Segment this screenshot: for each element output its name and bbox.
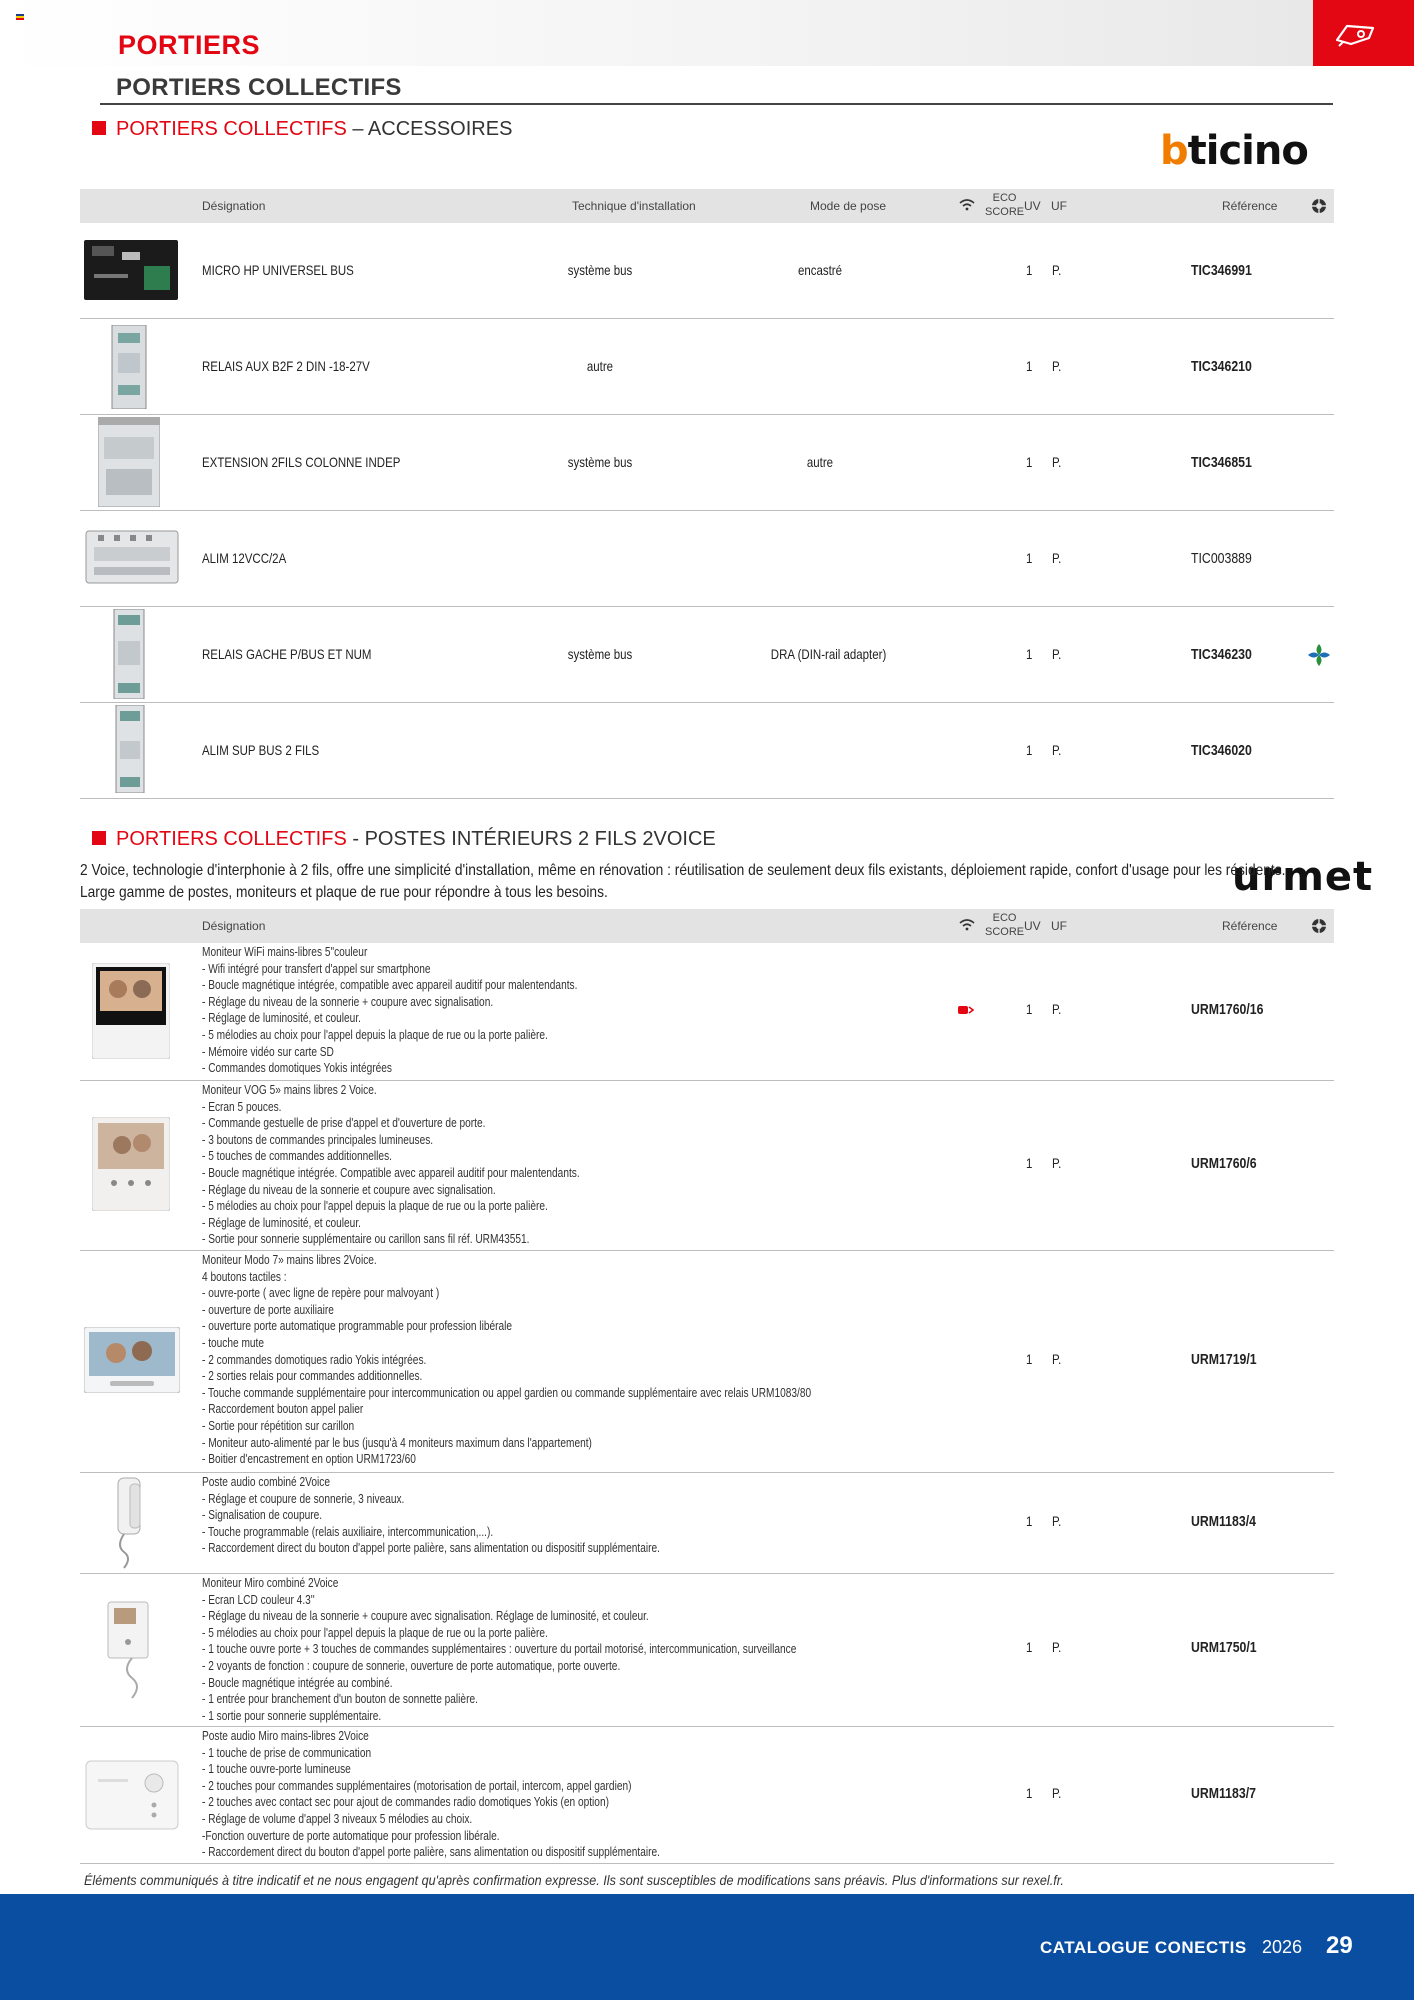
table-row[interactable]	[80, 1574, 1334, 1727]
mode: autre	[806, 454, 834, 470]
uv: 1	[1026, 550, 1033, 566]
col-designation: Désignation	[202, 199, 266, 213]
table-row[interactable]	[80, 415, 1334, 511]
col-eco	[985, 191, 1024, 219]
intro-line: Large gamme de postes, moniteurs et plaque de rue pour répondre à tous les besoins.	[80, 884, 608, 901]
reference: TIC346020	[1191, 742, 1252, 759]
product-description	[202, 1474, 660, 1557]
uf: P.	[1052, 454, 1062, 470]
desc-line: - 5 mélodies au choix pour l'appel depuis la plaque de rue ou la porte palière.	[202, 1198, 548, 1214]
desc-line: - ouverture de porte auxiliaire	[202, 1301, 334, 1317]
desc-line: - 1 touche ouvre-porte lumineuse	[202, 1761, 351, 1777]
table-row[interactable]	[80, 703, 1334, 799]
desc-line: - Boucle magnétique intégrée au combiné.	[202, 1674, 393, 1690]
table-row[interactable]	[80, 1727, 1334, 1864]
uf: P.	[1052, 358, 1062, 374]
desc-line: - 3 boutons de commandes principales lumineuses.	[202, 1131, 434, 1147]
desc-line: - Moniteur auto-alimenté par le bus (jusqu'à 4 moniteurs maximum dans l'appartement)	[202, 1434, 592, 1450]
product-image	[112, 609, 146, 699]
col-eco-line2: SCORE	[985, 926, 1025, 938]
reference: URM1183/7	[1191, 1785, 1256, 1802]
col-eco-line1: ECO	[992, 192, 1017, 204]
desc-line: - 2 touches pour commandes supplémentaires (motorisation de portail, intercom, appel gardien)	[202, 1777, 632, 1793]
desc-line: - ouverture porte automatique programmable pour profession libérale	[202, 1318, 513, 1334]
product-description	[202, 944, 577, 1077]
urmet-logo: urmet	[1232, 854, 1374, 900]
col-designation: Désignation	[202, 919, 266, 933]
desc-line: - 5 mélodies au choix pour l'appel depuis la plaque de rue ou la porte palière.	[202, 1624, 548, 1640]
mode: DRA (DIN-rail adapter)	[770, 646, 887, 662]
bticino-logo-rest: ticino	[1187, 128, 1308, 174]
uv: 1	[1026, 1351, 1033, 1367]
catalogue-year: 2026	[1262, 1937, 1303, 1957]
desc-line: - ouvre-porte ( avec ligne de repère pour malvoyant )	[202, 1285, 440, 1301]
uf: P.	[1052, 1001, 1062, 1017]
desc-line: - Boucle magnétique intégrée, compatible avec appareil auditif pour malentendants.	[202, 977, 578, 993]
section1-suffix: – ACCESSOIRES	[346, 118, 513, 140]
table-row[interactable]	[80, 1473, 1334, 1574]
section-tab	[1313, 0, 1414, 66]
reference: URM1760/16	[1191, 1001, 1264, 1018]
uf: P.	[1052, 1155, 1062, 1171]
wifi-feature-icon	[958, 1005, 974, 1015]
designation: RELAIS GACHE P/BUS ET NUM	[202, 646, 372, 662]
desc-line: - Mémoire vidéo sur carte SD	[202, 1043, 334, 1059]
page-subtitle: PORTIERS COLLECTIFS	[116, 74, 402, 101]
desc-line: - Signalisation de coupure.	[202, 1507, 323, 1523]
desc-line: - 1 touche de prise de communication	[202, 1744, 372, 1760]
section1-prefix: PORTIERS COLLECTIFS	[116, 118, 347, 140]
bullet-square	[92, 121, 106, 135]
uf: P.	[1052, 1351, 1062, 1367]
uf: P.	[1052, 646, 1062, 662]
product-image	[92, 1117, 170, 1211]
desc-line: - Réglage du niveau de la sonnerie + coupure avec signalisation.	[202, 993, 494, 1009]
desc-line: - 5 mélodies au choix pour l'appel depuis la plaque de rue ou la porte palière.	[202, 1026, 548, 1042]
desc-line: - Sortie pour sonnerie supplémentaire ou carillon sans fil réf. URM43551.	[202, 1231, 530, 1247]
bticino-logo-b: b	[1160, 128, 1188, 174]
technique: système bus	[567, 646, 633, 662]
table-row[interactable]	[80, 223, 1334, 319]
desc-line: - Touche commande supplémentaire pour intercommunication ou appel gardien ou commande supplémentaire avec relais URM1083/80	[202, 1384, 812, 1400]
section2-prefix: PORTIERS COLLECTIFS	[116, 828, 347, 850]
table-row[interactable]	[80, 511, 1334, 607]
desc-line: - 1 touche ouvre porte + 3 touches de commandes supplémentaires : ouverture du portail motorisé, intercommunication, surveillance	[202, 1641, 797, 1657]
uv: 1	[1026, 1513, 1033, 1529]
desc-line: - Wifi intégré pour transfert d'appel sur smartphone	[202, 960, 431, 976]
table-row[interactable]	[80, 1081, 1334, 1251]
designation: ALIM 12VCC/2A	[202, 550, 287, 566]
product-image	[110, 1476, 150, 1570]
desc-line: - Raccordement direct du bouton d'appel porte palière, sans alimentation ou dispositif supplémentaire.	[202, 1540, 660, 1556]
desc-line: -Fonction ouverture de porte automatique pour profession libérale.	[202, 1827, 500, 1843]
uf: P.	[1052, 262, 1062, 278]
uf: P.	[1052, 1785, 1062, 1801]
product-image	[84, 1327, 180, 1393]
uv: 1	[1026, 454, 1033, 470]
designation: ALIM SUP BUS 2 FILS	[202, 742, 320, 758]
designation: MICRO HP UNIVERSEL BUS	[202, 262, 354, 278]
desc-line: - 2 commandes domotiques radio Yokis intégrées.	[202, 1351, 427, 1367]
footer	[0, 1894, 1414, 2000]
desc-line: - 1 entrée pour branchement d'un bouton de sonnette palière.	[202, 1691, 478, 1707]
door-phone-icon	[1333, 18, 1377, 48]
desc-line: - Ecran LCD couleur 4.3''	[202, 1591, 315, 1607]
reference: TIC003889	[1191, 550, 1252, 567]
desc-line: Poste audio combiné 2Voice	[202, 1474, 330, 1489]
col-reference: Référence	[1222, 919, 1278, 933]
desc-line: Moniteur Miro combiné 2Voice	[202, 1575, 339, 1590]
desc-line: - Boitier d'encastrement en option URM1723/60	[202, 1451, 416, 1467]
disclaimer: Éléments communiqués à titre indicatif et ne nous engagent qu'après confirmation expresse. Ils sont susceptibles de modifications sans préavis. Plus d'informations sur rexel.fr.	[84, 1872, 1064, 1888]
desc-line: Poste audio Miro mains-libres 2Voice	[202, 1728, 369, 1743]
desc-line: 4 boutons tactiles :	[202, 1268, 287, 1284]
technique: autre	[586, 358, 614, 374]
desc-line: - Raccordement bouton appel palier	[202, 1401, 364, 1417]
col-eco-line2: SCORE	[985, 206, 1025, 218]
product-description	[202, 1252, 811, 1468]
section2-heading	[92, 828, 716, 851]
ecoscore-icon	[1311, 918, 1327, 934]
desc-line: - 5 touches de commandes additionnelles.	[202, 1148, 392, 1164]
uv: 1	[1026, 646, 1033, 662]
desc-line: - Ecran 5 pouces.	[202, 1098, 282, 1114]
col-reference: Référence	[1222, 199, 1278, 213]
table1-header	[80, 189, 1334, 223]
bticino-logo	[1160, 128, 1308, 174]
desc-line: - 2 touches avec contact sec pour ajout de commandes radio domotiques Yokis (en option)	[202, 1794, 609, 1810]
desc-line: - 2 sorties relais pour commandes additionnelles.	[202, 1368, 423, 1384]
designation: EXTENSION 2FILS COLONNE INDEP	[202, 454, 401, 470]
ecoscore-icon	[1311, 198, 1327, 214]
col-uf: UF	[1051, 199, 1067, 213]
mode: encastré	[797, 262, 843, 278]
bullet-square	[92, 831, 106, 845]
uv: 1	[1026, 358, 1033, 374]
reference: URM1719/1	[1191, 1351, 1257, 1368]
product-description	[202, 1728, 660, 1861]
desc-line: Moniteur Modo 7» mains libres 2Voice.	[202, 1252, 377, 1267]
uf: P.	[1052, 1639, 1062, 1655]
desc-line: - Sortie pour répétition sur carillon	[202, 1417, 355, 1433]
table-row[interactable]	[80, 1251, 1334, 1473]
reference: TIC346210	[1191, 358, 1252, 375]
col-eco-line1: ECO	[992, 912, 1017, 924]
uv: 1	[1026, 1155, 1033, 1171]
product-image	[92, 963, 170, 1059]
desc-line: - Réglage et coupure de sonnerie, 3 niveaux.	[202, 1490, 405, 1506]
page-title: PORTIERS	[118, 30, 261, 60]
section1-heading	[92, 118, 512, 141]
uv: 1	[1026, 262, 1033, 278]
product-image	[84, 1759, 180, 1831]
desc-line: - Raccordement direct du bouton d'appel porte palière, sans alimentation ou dispositif supplémentaire.	[202, 1844, 660, 1860]
product-image	[84, 523, 180, 591]
technique: système bus	[567, 454, 633, 470]
technique: système bus	[567, 262, 633, 278]
desc-line: - Touche programmable (relais auxiliaire, intercommunication,...).	[202, 1523, 494, 1539]
desc-line: Moniteur WiFi mains-libres 5"couleur	[202, 944, 368, 959]
eco-leaf-icon	[1306, 642, 1332, 668]
col-mode: Mode de pose	[810, 199, 887, 213]
desc-line: Moniteur VOG 5» mains libres 2 Voice.	[202, 1082, 377, 1097]
divider	[100, 103, 1333, 105]
product-description	[202, 1575, 796, 1724]
col-eco	[985, 911, 1024, 939]
reference: URM1760/6	[1191, 1155, 1257, 1172]
col-uv: UV	[1024, 919, 1041, 933]
designation: RELAIS AUX B2F 2 DIN -18-27V	[202, 358, 370, 374]
catalogue-label: CATALOGUE CONECTIS	[1040, 1938, 1247, 1957]
col-technique: Technique d'installation	[572, 199, 696, 213]
desc-line: - Réglage de volume d'appel 3 niveaux 5 mélodies au choix.	[202, 1810, 473, 1826]
product-image	[102, 1600, 158, 1700]
col-uv: UV	[1024, 199, 1041, 213]
desc-line: - Réglage de luminosité, et couleur.	[202, 1214, 361, 1230]
table2-header	[80, 909, 1334, 943]
desc-line: - touche mute	[202, 1334, 265, 1350]
page-number: 29	[1326, 1932, 1353, 1959]
col-uf: UF	[1051, 919, 1067, 933]
desc-line: - Boucle magnétique intégrée. Compatible avec appareil auditif pour malentendants.	[202, 1164, 580, 1180]
reference: TIC346851	[1191, 454, 1252, 471]
reference: TIC346230	[1191, 646, 1252, 663]
desc-line: - Réglage du niveau de la sonnerie et coupure avec signalisation.	[202, 1181, 496, 1197]
wifi-icon	[959, 919, 975, 931]
reference: TIC346991	[1191, 262, 1252, 279]
desc-line: - Réglage du niveau de la sonnerie + coupure avec signalisation. Réglage de luminosité, et couleur.	[202, 1608, 649, 1624]
product-image	[98, 417, 160, 507]
table-row[interactable]	[80, 319, 1334, 415]
desc-line: - 1 sortie pour sonnerie supplémentaire.	[202, 1707, 382, 1723]
desc-line: - 2 voyants de fonction : coupure de sonnerie, ouverture de porte automatique, porte ouverte.	[202, 1657, 621, 1673]
section2-intro	[80, 860, 1285, 904]
product-description	[202, 1082, 580, 1248]
wifi-icon	[959, 199, 975, 211]
uf: P.	[1052, 550, 1062, 566]
desc-line: - Commandes domotiques Yokis intégrées	[202, 1060, 392, 1076]
intro-line: 2 Voice, technologie d'interphonie à 2 fils, offre une simplicité d'installation, même en rénovation : réutilisation de seulement deux fils existants, déploiement rapide, confort d'usage pour les résidents.	[80, 862, 1286, 879]
table-row[interactable]	[80, 943, 1334, 1081]
flag-icon	[16, 14, 24, 22]
uv: 1	[1026, 742, 1033, 758]
section2-suffix: - POSTES INTÉRIEURS 2 FILS 2VOICE	[346, 828, 716, 850]
reference: URM1183/4	[1191, 1513, 1256, 1530]
table-row[interactable]	[80, 607, 1334, 703]
desc-line: - Commande gestuelle de prise d'appel et d'ouverture de porte.	[202, 1115, 486, 1131]
uv: 1	[1026, 1639, 1033, 1655]
product-image	[108, 325, 150, 409]
uf: P.	[1052, 742, 1062, 758]
product-image	[84, 240, 178, 300]
product-image	[114, 705, 146, 793]
uv: 1	[1026, 1785, 1033, 1801]
reference: URM1750/1	[1191, 1639, 1257, 1656]
uv: 1	[1026, 1001, 1033, 1017]
desc-line: - Réglage de luminosité, et couleur.	[202, 1010, 361, 1026]
uf: P.	[1052, 1513, 1062, 1529]
